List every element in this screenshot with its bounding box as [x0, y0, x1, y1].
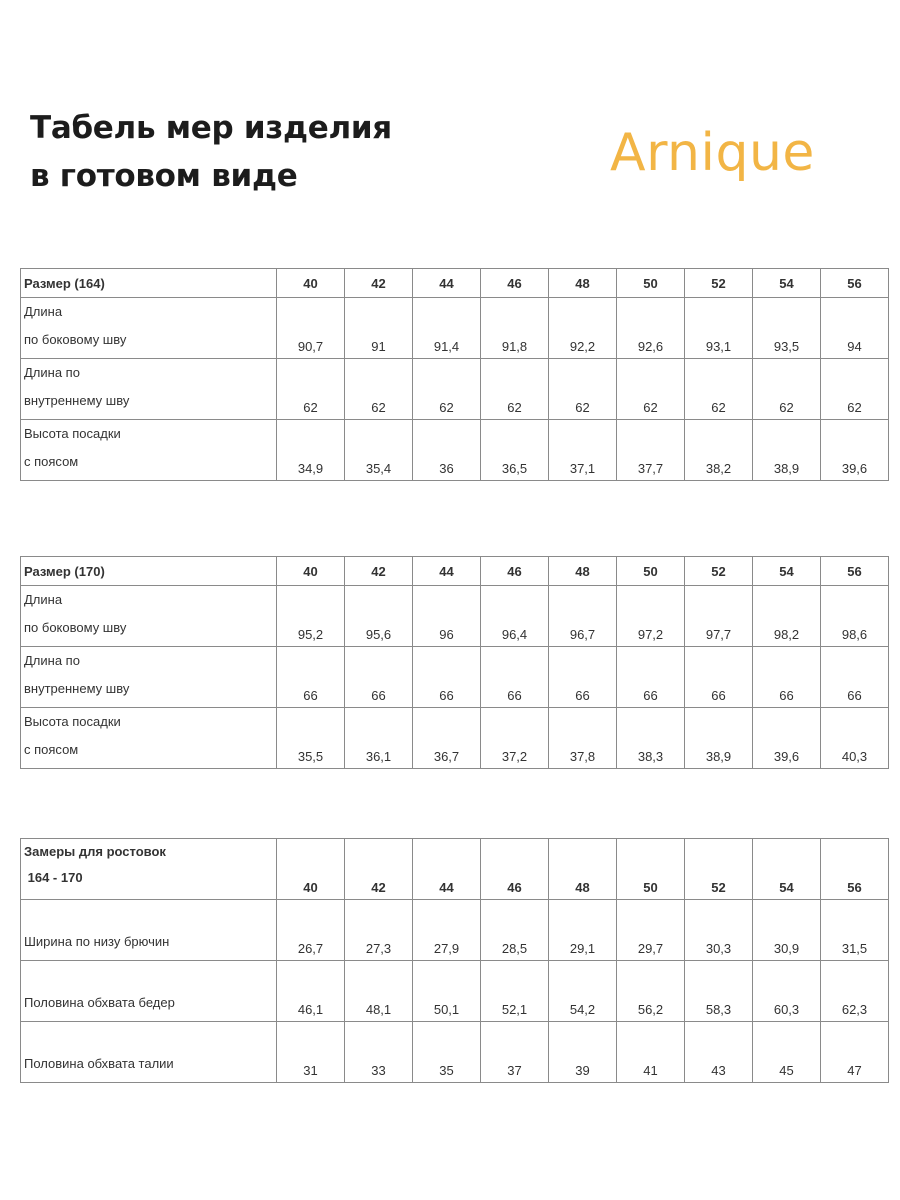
size-cell: 40: [277, 839, 345, 900]
value-cell: 47: [821, 1022, 889, 1083]
row-label-line: внутреннему шву: [24, 681, 130, 696]
size-cell: 48: [549, 839, 617, 900]
value-cell: 35,4: [345, 420, 413, 481]
row-label-line: с поясом: [24, 454, 79, 469]
value-cell: 37,8: [549, 708, 617, 769]
value-cell: 30,9: [753, 900, 821, 961]
value-cell: 34,9: [277, 420, 345, 481]
value-cell: 62: [413, 359, 481, 420]
value-cell: 27,9: [413, 900, 481, 961]
value-cell: 50,1: [413, 961, 481, 1022]
value-cell: 96: [413, 586, 481, 647]
row-label: Половина обхвата талии: [21, 1022, 277, 1083]
value-cell: 95,6: [345, 586, 413, 647]
title-line-2: в готовом виде: [30, 158, 298, 194]
value-cell: 43: [685, 1022, 753, 1083]
value-cell: 66: [685, 647, 753, 708]
size-cell: 44: [413, 557, 481, 586]
table-row: [21, 900, 889, 961]
size-table-170: [20, 556, 889, 769]
value-cell: 35: [413, 1022, 481, 1083]
value-cell: 40,3: [821, 708, 889, 769]
value-cell: 29,1: [549, 900, 617, 961]
value-cell: 39,6: [821, 420, 889, 481]
value-cell: 66: [277, 647, 345, 708]
size-cell: 54: [753, 269, 821, 298]
value-cell: 96,7: [549, 586, 617, 647]
size-cell: 48: [549, 269, 617, 298]
value-cell: 62: [549, 359, 617, 420]
row-label: [21, 586, 277, 647]
value-cell: 92,6: [617, 298, 685, 359]
row-label: Половина обхвата бедер: [21, 961, 277, 1022]
size-cell: 46: [481, 839, 549, 900]
table-row: [21, 420, 889, 481]
value-cell: 66: [549, 647, 617, 708]
value-cell: 38,2: [685, 420, 753, 481]
row-label-line: Высота посадки: [24, 426, 121, 441]
table-header-row: [21, 269, 889, 298]
value-cell: 46,1: [277, 961, 345, 1022]
size-cell: 42: [345, 839, 413, 900]
size-cell: 44: [413, 269, 481, 298]
value-cell: 95,2: [277, 586, 345, 647]
value-cell: 62: [617, 359, 685, 420]
table-row: [21, 961, 889, 1022]
size-cell: 52: [685, 557, 753, 586]
value-cell: 66: [413, 647, 481, 708]
value-cell: 98,6: [821, 586, 889, 647]
value-cell: 39: [549, 1022, 617, 1083]
size-cell: 42: [345, 557, 413, 586]
brand-logo: Arnique: [610, 123, 815, 183]
value-cell: 41: [617, 1022, 685, 1083]
size-cell: 44: [413, 839, 481, 900]
value-cell: 37,2: [481, 708, 549, 769]
value-cell: 30,3: [685, 900, 753, 961]
value-cell: 52,1: [481, 961, 549, 1022]
value-cell: 96,4: [481, 586, 549, 647]
size-table-common: [20, 838, 889, 1083]
size-cell: 50: [617, 557, 685, 586]
header-label-line: 164 - 170: [24, 870, 83, 885]
size-cell: 40: [277, 557, 345, 586]
row-label-line: Длина: [24, 304, 63, 319]
row-label: [21, 708, 277, 769]
value-cell: 56,2: [617, 961, 685, 1022]
value-cell: 66: [821, 647, 889, 708]
value-cell: 62: [277, 359, 345, 420]
row-label: [21, 298, 277, 359]
size-cell: 52: [685, 269, 753, 298]
value-cell: 27,3: [345, 900, 413, 961]
title-line-1: Табель мер изделия: [30, 110, 392, 146]
value-cell: 37,1: [549, 420, 617, 481]
value-cell: 94: [821, 298, 889, 359]
table-row: [21, 298, 889, 359]
value-cell: 36,7: [413, 708, 481, 769]
size-cell: 46: [481, 557, 549, 586]
value-cell: 66: [617, 647, 685, 708]
value-cell: 92,2: [549, 298, 617, 359]
value-cell: 33: [345, 1022, 413, 1083]
value-cell: 29,7: [617, 900, 685, 961]
value-cell: 36,5: [481, 420, 549, 481]
value-cell: 58,3: [685, 961, 753, 1022]
row-label: [21, 359, 277, 420]
value-cell: 37: [481, 1022, 549, 1083]
size-cell: 50: [617, 839, 685, 900]
value-cell: 66: [481, 647, 549, 708]
size-cell: 52: [685, 839, 753, 900]
value-cell: 48,1: [345, 961, 413, 1022]
value-cell: 39,6: [753, 708, 821, 769]
size-header-label: Размер (164): [21, 269, 277, 298]
value-cell: 98,2: [753, 586, 821, 647]
size-cell: 54: [753, 839, 821, 900]
value-cell: 35,5: [277, 708, 345, 769]
size-cell: 56: [821, 557, 889, 586]
size-table-164: [20, 268, 889, 481]
value-cell: 93,1: [685, 298, 753, 359]
size-cell: 48: [549, 557, 617, 586]
row-label: Ширина по низу брючин: [21, 900, 277, 961]
size-cell: 56: [821, 839, 889, 900]
value-cell: 91: [345, 298, 413, 359]
value-cell: 66: [345, 647, 413, 708]
size-header-label: [21, 839, 277, 900]
value-cell: 38,3: [617, 708, 685, 769]
table-row: [21, 586, 889, 647]
value-cell: 62: [753, 359, 821, 420]
size-cell: 42: [345, 269, 413, 298]
size-cell: 54: [753, 557, 821, 586]
table-row: [21, 647, 889, 708]
value-cell: 91,8: [481, 298, 549, 359]
value-cell: 31,5: [821, 900, 889, 961]
value-cell: 31: [277, 1022, 345, 1083]
row-label-line: по боковому шву: [24, 620, 127, 635]
value-cell: 62: [821, 359, 889, 420]
size-cell: 50: [617, 269, 685, 298]
row-label-line: Длина по: [24, 365, 80, 380]
value-cell: 93,5: [753, 298, 821, 359]
value-cell: 62,3: [821, 961, 889, 1022]
table-row: [21, 1022, 889, 1083]
row-label-line: Длина по: [24, 653, 80, 668]
row-label: [21, 647, 277, 708]
table-header-row: [21, 557, 889, 586]
table-header-row: [21, 839, 889, 900]
table-row: [21, 708, 889, 769]
value-cell: 26,7: [277, 900, 345, 961]
size-cell: 56: [821, 269, 889, 298]
value-cell: 28,5: [481, 900, 549, 961]
value-cell: 62: [345, 359, 413, 420]
value-cell: 54,2: [549, 961, 617, 1022]
value-cell: 66: [753, 647, 821, 708]
row-label-line: внутреннему шву: [24, 393, 130, 408]
value-cell: 97,7: [685, 586, 753, 647]
row-label: [21, 420, 277, 481]
value-cell: 45: [753, 1022, 821, 1083]
row-label-line: с поясом: [24, 742, 79, 757]
row-label-line: Высота посадки: [24, 714, 121, 729]
document-title: [30, 104, 392, 200]
size-cell: 46: [481, 269, 549, 298]
value-cell: 36,1: [345, 708, 413, 769]
table-row: [21, 359, 889, 420]
value-cell: 60,3: [753, 961, 821, 1022]
size-header-label: Размер (170): [21, 557, 277, 586]
value-cell: 36: [413, 420, 481, 481]
value-cell: 62: [685, 359, 753, 420]
value-cell: 97,2: [617, 586, 685, 647]
size-cell: 40: [277, 269, 345, 298]
value-cell: 90,7: [277, 298, 345, 359]
header-label-line: Замеры для ростовок: [24, 844, 166, 859]
value-cell: 37,7: [617, 420, 685, 481]
row-label-line: Длина: [24, 592, 63, 607]
row-label-line: по боковому шву: [24, 332, 127, 347]
value-cell: 38,9: [685, 708, 753, 769]
value-cell: 62: [481, 359, 549, 420]
value-cell: 38,9: [753, 420, 821, 481]
value-cell: 91,4: [413, 298, 481, 359]
